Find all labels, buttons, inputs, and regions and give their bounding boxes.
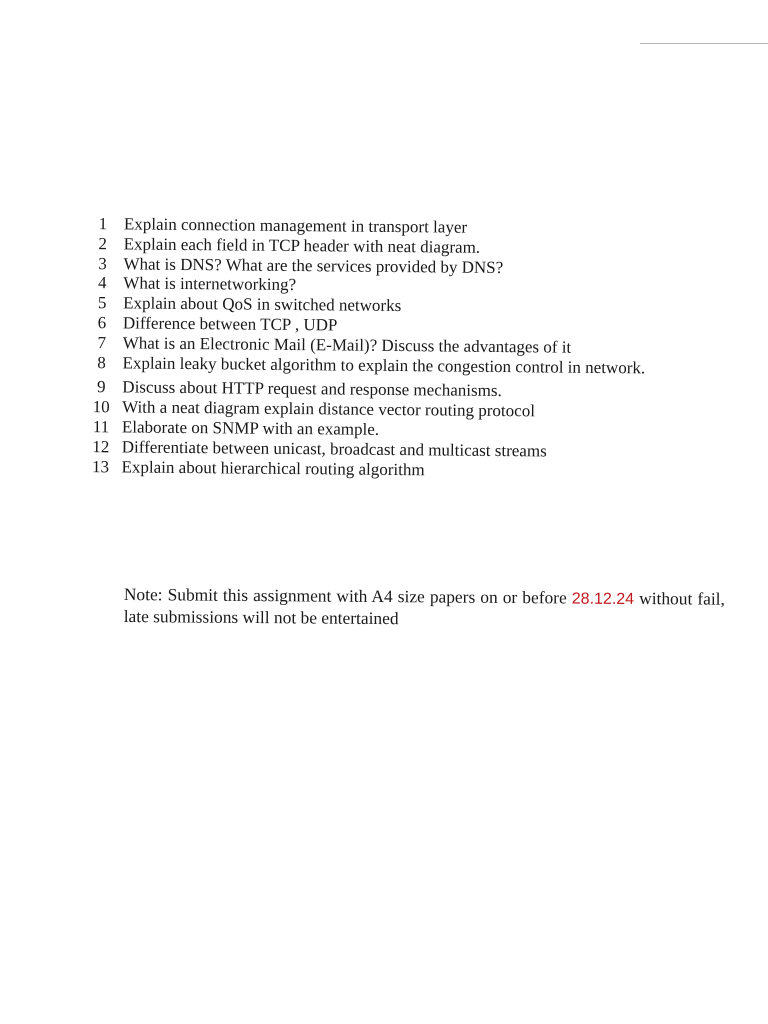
question-number: 3: [98, 253, 107, 273]
question-number: 5: [97, 293, 107, 313]
question-number: 10: [92, 397, 110, 417]
question-text: Explain about QoS in switched networks: [123, 293, 402, 316]
question-number: 6: [97, 313, 107, 333]
question-text: Explain connection management in transport layer: [123, 214, 468, 237]
question-number: 11: [92, 417, 110, 437]
question-number: 7: [97, 332, 107, 353]
question-text: What is an Electronic Mail (E-Mail)? Discuss the advantages of it: [122, 333, 572, 357]
question-number: 8: [97, 352, 106, 372]
question-number: 9: [96, 377, 106, 397]
scan-edge-line: [640, 43, 768, 44]
question-number: 13: [91, 456, 110, 476]
question-text: Difference between TCP , UDP: [122, 313, 338, 335]
note-text: Note: Submit this assignment with A4 size papers on or before: [123, 584, 567, 608]
question-text: Explain leaky bucket algorithm to explain the congestion control in network.: [122, 352, 646, 377]
question-number: 4: [97, 273, 107, 293]
question-text: What is DNS? What are the services provided by DNS?: [123, 253, 504, 277]
question-item: [80, 353, 660, 378]
question-number: 2: [98, 233, 108, 254]
question-item: [79, 457, 659, 482]
submission-note: [124, 584, 725, 631]
question-number: 1: [98, 214, 108, 234]
question-number: 12: [92, 436, 110, 457]
question-text: What is internetworking?: [123, 273, 297, 295]
due-date: 28.12.24: [571, 590, 635, 609]
question-text: Discuss about HTTP request and response mechanisms.: [122, 377, 502, 401]
note-continuation: without fail, late submissions will not be entertained: [123, 588, 725, 629]
question-list: [79, 214, 661, 482]
question-text: Explain about hierarchical routing algorithm: [121, 456, 425, 479]
question-text: With a neat diagram explain distance vector routing protocol: [122, 397, 536, 421]
question-text: Elaborate on SNMP with an example.: [121, 417, 380, 439]
question-text: Explain each field in TCP header with neat diagram.: [123, 234, 481, 257]
question-text: Differentiate between unicast, broadcast and multicast streams: [121, 437, 547, 461]
